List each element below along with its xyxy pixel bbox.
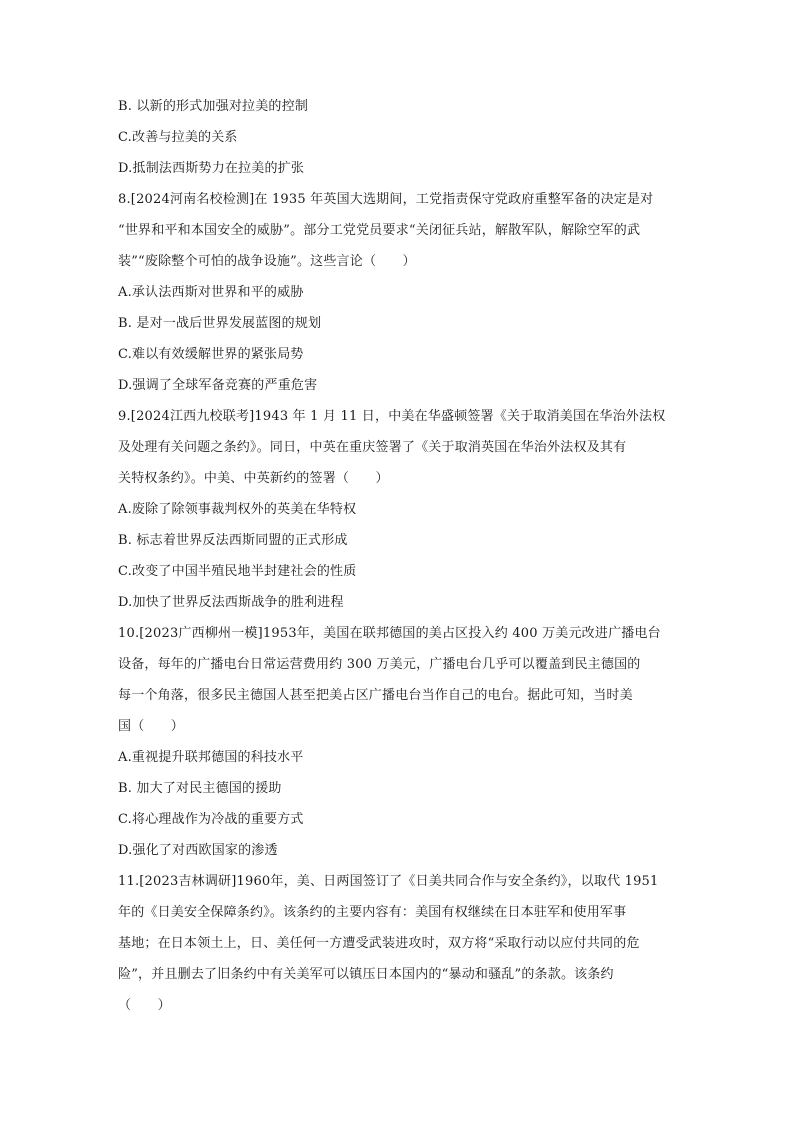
question-content: [118, 96, 678, 1026]
q10-option-c: C.将心理战作为冷战的重要方式: [118, 812, 304, 827]
q7-option-d: D.抵制法西斯势力在拉美的扩张: [118, 161, 305, 176]
q10-option-d: D.强化了对西欧国家的渗透: [118, 843, 278, 858]
q10-stem-line-3: 每一个角落，很多民主德国人甚至把美占区广播电台当作自己的电台。据此可知，当时美: [118, 688, 633, 703]
q8-option-a: A.承认法西斯对世界和平的威胁: [118, 285, 304, 300]
q9-stem-line-2: 及处理有关问题之条约》。同日，中英在重庆签署了《关于取消英国在华治外法权及其有: [118, 440, 627, 455]
q11-stem-line-4: 险”，并且删去了旧条约中有关美军可以镇压日本国内的“暴动和骚乱”的条款。该条约: [118, 967, 614, 982]
q10-stem-line-1: 10.[2023广西柳州一模]1953年，美国在联邦德国的美占区投入约 400 万美元改进广播电台: [118, 626, 661, 641]
q9-option-c: C.改变了中国半殖民地半封建社会的性质: [118, 564, 357, 579]
q9-option-a: A.废除了除领事裁判权外的英美在华特权: [118, 502, 357, 517]
q10-stem-line-2: 设备，每年的广播电台日常运营费用约 300 万美元，广播电台几乎可以覆盖到民主德国的: [118, 657, 641, 672]
q10-option-a: A.重视提升联邦德国的科技水平: [118, 750, 304, 765]
q9-stem-line-1: 9.[2024江西九校联考]1943 年 1 月 11 日，中美在华盛顿签署《关于取消美国在华治外法权: [118, 409, 666, 424]
q8-stem-line-3: 装”“废除整个可怕的战争设施”。这些言论（ ）: [118, 254, 416, 269]
q8-stem-line-2: “世界和平和本国安全的威胁”。部分工党党员要求“关闭征兵站，解散军队，解除空军的武: [118, 223, 641, 238]
q10-stem-line-4: 国（ ）: [118, 719, 185, 734]
q8-option-d: D.强调了全球军备竞赛的严重危害: [118, 378, 318, 393]
q11-stem-line-1: 11.[2023吉林调研]1960年，美、日两国签订了《日美共同合作与安全条约》，以取代 1951: [118, 874, 659, 889]
q8-option-c: C.难以有效缓解世界的紧张局势: [118, 347, 304, 362]
q7-option-c: C.改善与拉美的关系: [118, 130, 238, 145]
q11-stem-line-2: 年的《日美安全保障条约》。该条约的主要内容有：美国有权继续在日本驻军和使用军事: [118, 905, 627, 920]
q10-option-b: B. 加大了对民主德国的援助: [118, 781, 282, 796]
q11-stem-line-5: （ ）: [118, 998, 171, 1013]
q11-stem-line-3: 基地；在日本领土上，日、美任何一方遭受武装进攻时，双方将“采取行动以应付共同的危: [118, 936, 640, 951]
q9-stem-line-3: 关特权条约》。中美、中英新约的签署（ ）: [118, 471, 389, 486]
q7-option-b: B. 以新的形式加强对拉美的控制: [118, 99, 309, 114]
q8-option-b: B. 是对一战后世界发展蓝图的规划: [118, 316, 322, 331]
q8-stem-line-1: 8.[2024河南名校检测]在 1935 年英国大选期间，工党指责保守党政府重整军备的决定是对: [118, 192, 654, 207]
q9-option-d: D.加快了世界反法西斯战争的胜利进程: [118, 595, 344, 610]
q9-option-b: B. 标志着世界反法西斯同盟的正式形成: [118, 533, 348, 548]
